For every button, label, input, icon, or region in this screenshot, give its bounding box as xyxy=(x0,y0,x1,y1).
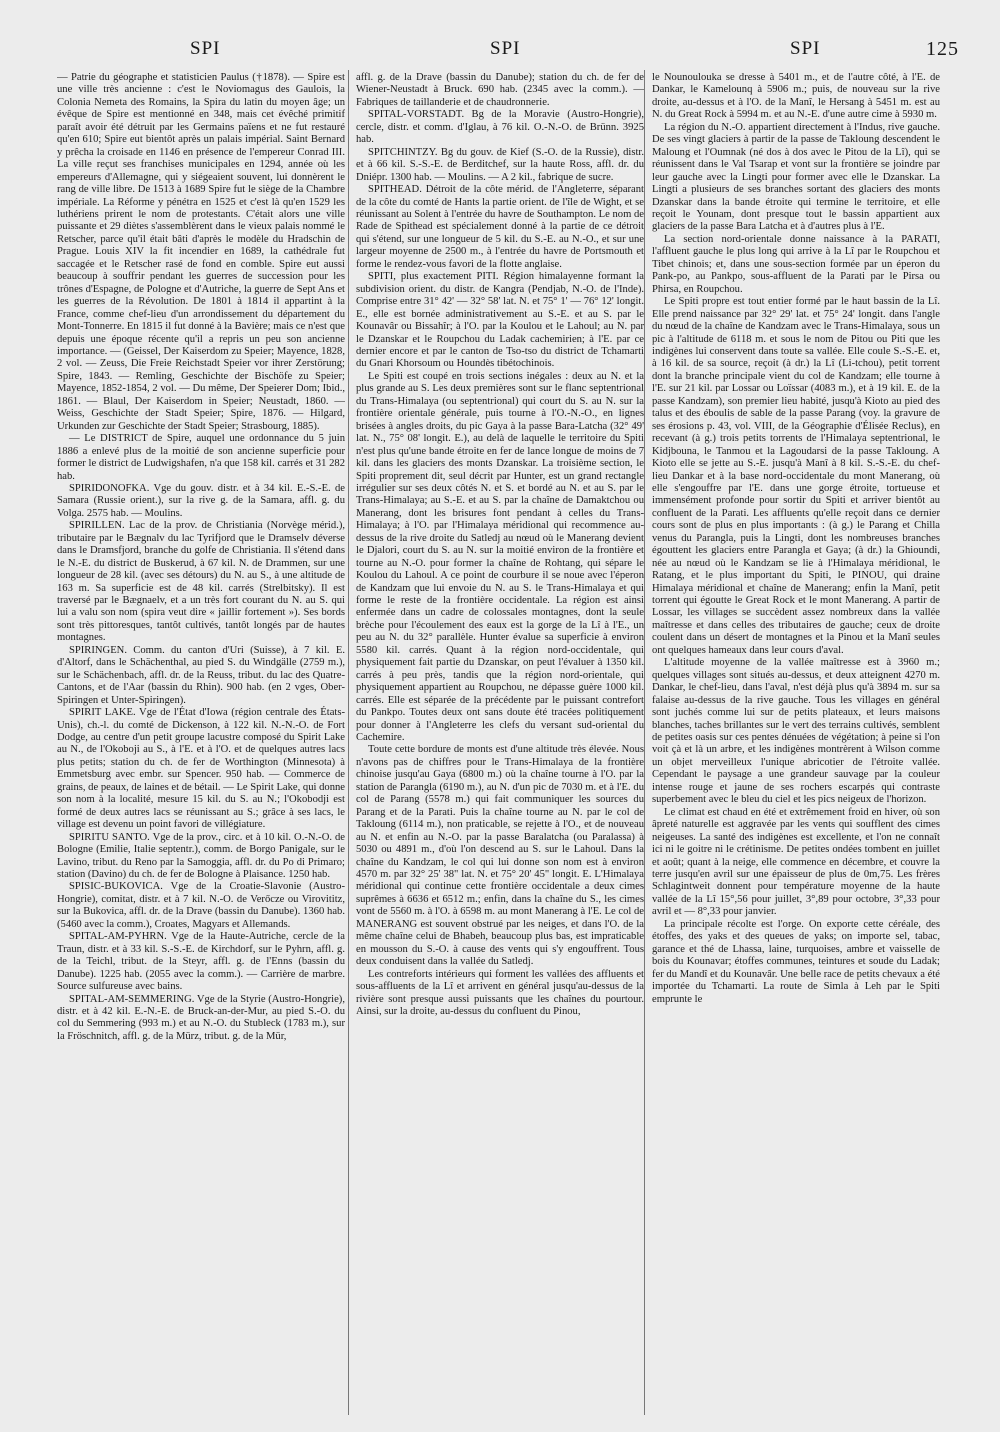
paragraph: La principale récolte est l'orge. On exporte cette céréale, des étoffes, des yaks et des queues de yaks; on importe sel, tabac, garance et thé de Lhassa, laine, turquoises, ambre et vaisselle de bois du Kounavar; étoffes communes, teintures et soude du Ladak; fer du Mandî et du Kounavâr. Une belle race de petits chevaux a été importée du Tchamarti. La route de Simla à Leh par le Spiti emprunte le xyxy=(652,918,940,1005)
paragraph: SPITHEAD. Détroit de la côte mérid. de l'Angleterre, séparant de la côte du comté de Hants la partie orient. de l'île de Wight, et se réunissant au Solent à l'entrée du havre de Southampton. Le nom de Rade de Spithead est spécialement donné à la partie de ce détroit qui s'étend, sur une longueur de 5 kil. du S.-E. au N.-O., et sur une largeur moyenne de 2500 m., à l'entrée du havre de Portsmouth et forme le rendez-vous favori de la flotte anglaise. xyxy=(356,184,644,270)
paragraph: SPIRITU SANTO. Vge de la prov., circ. et à 10 kil. O.-N.-O. de Bologne (Emilie, Italie septentr.), comm. de Borgo Panigale, sur le Lavino, tribut. du Reno par la Samoggia, affl. dr. du Po di Primaro; station (Davino) du ch. de fer de Bologne à Plaisance. 1250 hab. xyxy=(57,831,345,880)
paragraph: SPITCHINTZY. Bg du gouv. de Kief (S.-O. de la Russie), distr. et à 66 kil. S.-S.-E. de Berditchef, sur la haute Ross, affl. dr. du Dniépr. 1300 hab. — Moulins. — A 2 kil., fabrique de sucre. xyxy=(356,146,644,183)
paragraph: SPITI, plus exactement PITI. Région himalayenne formant la subdivision orient. du distr. de Kangra (Pendjab, N.-O. de l'Inde). Comprise entre 31° 42' — 32° 58' lat. N. et 75° 1' — 76° 12' longit. E., elle est bornée administrativement au S.-E. et au S. par le Kounavâr ou Bissahîr; à l'O. par la Koulou et le Lahoul; au N. par le Dzanskar et le Roupchou du Ladak cachemirien; à l'E. par ce dernier encore et par le canton de Tso-tso du district de Tchamarti du Gnari Khorsoum ou Houndès tibétochinois. xyxy=(356,271,644,370)
paragraph: SPIRIT LAKE. Vge de l'État d'Iowa (région centrale des États-Unis), ch.-l. du comté de Dickenson, à 122 kil. N.-N.-O. de Fort Dodge, au centre d'un petit groupe lacustre composé du Spirit Lake au N., de l'Okoboji au S., à l'E. et à l'O. et de quelques autres lacs plus petits; station du ch. de fer de Worthington (Minnesota) à Emmetsburg avec embr. sur Spencer. 950 hab. — Commerce de grains, de peaux, de laines et de bétail. — Le Spirit Lake, qui donne son nom à la localité, mesure 15 kil. du S. au N.; l'Okobodji est formé de deux autres lacs se réunissant au S.; grâce à ses lacs, le village est devenu un point favori de villégiature. xyxy=(57,707,345,831)
paragraph: SPIRINGEN. Comm. du canton d'Uri (Suisse), à 7 kil. E. d'Altorf, dans le Schächenthal, au pied S. du Windgälle (2759 m.), sur le Schächenbach, affl. dr. de la Reuss, tribut. du lac des Quatre-Cantons, et de l'Aar (bassin du Rhin). 900 hab. (en 2 vges, Ober-Spiringen et Unter-Spiringen). xyxy=(57,644,345,706)
paragraph: La région du N.-O. appartient directement à l'Indus, rive gauche. De ses vingt glaciers à partir de la passe de Takloung descendent le Maloung et l'Oumnak (né dos à dos avec le Pitou de la Lî), qui se réunissent dans le Val Tsarap et vont sur la frontière se joindre par leur gauche avec la Lingti pour former avec elle le Dzanskar. La Lingti a plusieurs de ses branches sortant des glaciers des monts Dzanskar dans la bande étroite qui termine le territoire, et elle reçoit le Younam, dont presque tout le bassin appartient aux glaciers de la passe Bara Latcha et à d'autres plus à l'E. xyxy=(652,121,940,233)
page-number: 125 xyxy=(926,38,959,60)
paragraph: Le Spiti est coupé en trois sections inégales : deux au N. et la plus grande au S. Les deux premières sont sur le flanc septentrional du Trans-Himalaya (ou septentrional) qui court du S. au N. sur la frontière orientale générale, puis tourne à l'O.-N.-O., en lignes brisées à angles droits, du pic Gaya à la passe Bara-Latcha (32° 49' lat. N., 75° 08' longit. E.), au delà de laquelle le territoire du Spiti n'est plus qu'une bande étroite en fer de lance longue de moins de 7 kil. dans les glaciers des monts Dzanskar. La troisième section, le Spiti proprement dit, seul décrit par Hunter, est un grand rectangle irrégulier sur ses deux côtés N. et S. et bordé au N. et au S. par le Trans-Himalaya; au S.-E. et au S. par la chaîne de Damaktchou ou Manerang, dont les brisures font pendant à celles du Trans-Himalaya; à l'O. par l'Himalaya méridional qui recommence au-dessus de la rive droite du Satledj au nœud où le Manerang devient le Djalori, court du S. au N. sur la moitié environ de la frontière et tourne au N.-O. pour former la chaîne de Rohtang, qui sépare le Koulou du Lahoul. A ce point de courbure il se noue avec l'éperon de Kandzam que lui envoie du N. au S. le Trans-Himalaya et qui forme le reste de la frontière occidentale. La région est ainsi enfermée dans un cadre de colossales montagnes, dont la seule brèche pour l'écoulement des eaux est la gorge de la Lî à l'E., un peu au N. du 32° parallèle. Hunter évalue sa superficie à environ 5580 kil. carrés. Quant à la région nord-occidentale, qui physiquement fait partie du Dzanskar, on peut l'évaluer à 1350 kil. carrés à peu près, tandis que la région nord-orientale, qui physiquement appartient au Roupchou, ne dépasse guère 1000 kil. carrés. Elle est séparée de la précédente par le puissant contrefort du Pankpo. Toutes deux ont sans doute été tracées politiquement pour donner à l'Angleterre les clefs du versant sud-oriental du Cachemire. xyxy=(356,370,644,744)
paragraph: Le climat est chaud en été et extrêmement froid en hiver, où son âpreté naturelle est aggravée par les vents qui soufflent des cimes neigeuses. La santé des indigènes est excellente, et l'on ne connaît ici ni le goitre ni le crétinisme. De petites ondées tombent en juillet et août; quant à la neige, elle commence en décembre, et couvre la terre jusqu'en avril sur une épaisseur de plus de 0m,75. Les frères Schlagintweit donnent pour température moyenne de la haute vallée de la Lî 15°,56 pour juillet, 3°,89 pour octobre, 3°,33 pour avril et — 8°,33 pour janvier. xyxy=(652,806,940,918)
paragraph: SPIRIDONOFKA. Vge du gouv. distr. et à 34 kil. E.-S.-E. de Samara (Russie orient.), sur la rive g. de la Samara, affl. g. du Volga. 2575 hab. — Moulins. xyxy=(57,482,345,519)
text-column-center xyxy=(356,72,644,1422)
paragraph: le Nounoulouka se dresse à 5401 m., et de l'autre côté, à l'E. de Dankar, le Kamelounq à 5906 m.; puis, de nouveau sur la rive droite, au-dessus et à l'O. de la Manî, le Hersang à 5451 m. est au N. du Great Rock à 5994 m. et au N.-E. d'une autre cime à 5930 m. xyxy=(652,72,940,121)
column-divider xyxy=(644,70,645,1415)
running-head-left: SPI xyxy=(190,38,221,59)
column-divider xyxy=(348,70,349,1415)
paragraph: — Patrie du géographe et statisticien Paulus (†1878). — Spire est une ville très ancienne : c'est le Noviomagus des Gaulois, la Colonia Nemeta des Romains, la Spira du latin du moyen âge; un évêque de Spire est mentionné en 348, mais cet évêché primitif paraît avoir été détruit par les Germains païens et ne fut restauré qu'en 610; Spire eut bientôt après un palais impérial. Saint Bernard y prêcha la croisade en 1146 en présence de l'empereur Conrad III. La ville reçut ses franchises municipales en 1294, année où les empereurs d'Allemagne, qui y siégeaient souvent, lui donnèrent le rang de ville libre. De 1513 à 1689 Spire fut le siège de la Chambre impériale. La Réforme y pénétra en 1525 et c'est là qu'en 1529 les luthériens prirent le nom de protestants. C'était alors une ville puissante et 29 diètes s'assemblèrent dans le vieux palais nommé le Retscher, parce qu'il était bâti d'après le modèle du Hradschin de Prague. Louis XIV la fit incendier en 1689, la cathédrale fut saccagée et le Retscher rasé de fond en comble. Spire eut aussi beaucoup à souffrir pendant les guerres de succession pour les trônes d'Espagne, de Pologne et d'Autriche, la guerre de Sept Ans et les guerres de la Révolution. De 1801 à 1814 il appartint à la France, comme chef-lieu d'un arrondissement du département du Mont-Tonnerre. En 1815 il fut donné à la Bavière; mais ce n'est que depuis une époque récente qu'il a repris un peu son ancienne importance. — (Geissel, Der Kaiserdom zu Speier; Mayence, 1828, 2 vol. — Zeuss, Die Freie Reichstadt Speier vor ihrer Zerstörung; Spire, 1843. — Remling, Geschichte der Bischöfe zu Speier; Mayence, 1852-1854, 2 vol. — Du même, Der Speierer Dom; Ibid., 1861. — Blaul, Der Kaiserdom in Speier; Neustadt, 1860. — Weiss, Geschichte der Stadt Speier; Spire, 1876. — Hilgard, Urkunden zur Geschichte der Stadt Speier; Strasbourg, 1885). xyxy=(57,72,345,432)
paragraph: SPISIC-BUKOVICA. Vge de la Croatie-Slavonie (Austro-Hongrie), comitat, distr. et à 7 kil. N.-O. de Verőcze ou Virovititz, sur la Bukovica, affl. dr. de la Drave (bassin du Danube). 1360 hab. (5460 avec la comm.), Croates, Magyars et Allemands. xyxy=(57,881,345,930)
paragraph: SPITAL-AM-PYHRN. Vge de la Haute-Autriche, cercle de la Traun, distr. et à 33 kil. S.-S.-E. de Kirchdorf, sur le Pyhrn, affl. g. de la Teichl, tribut. de la Steyr, affl. g. de l'Enns (bassin du Danube). 1225 hab. (2055 avec la comm.). — Carrière de marbre. Source sulfureuse avec bains. xyxy=(57,931,345,993)
text-column-left xyxy=(57,72,345,1422)
paragraph: La section nord-orientale donne naissance à la PARATI, l'affluent gauche le plus long qui arrive à la Lî par le Roupchou et Tibet chinois; et, dans une sous-section formée par un éperon du Pank-po, au Pankpo, sous-affluent de la Parati par le Pirsa ou Phirsa, en Roupchou. xyxy=(652,233,940,295)
paragraph: Le Spiti propre est tout entier formé par le haut bassin de la Lî. Elle prend naissance par 32° 29' lat. et 75° 24' longit. dans l'angle du nœud de la chaîne de Kandzam avec le Trans-Himalaya, sous un pic à l'altitude de 6118 m. et sous le nom de Pitou ou Piti que les indigènes lui conservent dans toute sa vallée. Elle coule S.-S.-E. et, à 16 kil. de sa source, reçoit (à dr.) la Lî (Li-tchou), petit torrent dont la branche principale vient du col de Kandzam; elle tourne à l'E. sur 21 kil. par Lossar ou Loïssar (4083 m.), et à 19 kil. E. de la passe Kandzam), son premier lieu habité, jusqu'à Kioto au pied des talus et des éboulis de sable de la passe Parang (voy. la gravure de ses érosions p. 43, vol. VIII, de la Géographie d'Élisée Reclus), en recevant (à g.) trois petits torrents de l'Himalaya septentrional, le Kidjbouna, le Tanmou et la Lagoudarsi de la passe Takloung. A Kioto elle se jette au S.-E. jusqu'à Manî à 8 kil. S.-S.-E. du chef-lieu Dankar et à la base nord-occidentale du mont Manerang, où elle s'engouffre par l'E. dans une gorge étroite, tortueuse et immensément profonde pour sortir du Spiti et arriver bientôt au confluent de la Parati. Les affluents qu'elle reçoit dans ce dernier cours sont de plus en plus importants : (à g.) le Parang et Chilla venus du Parangla, puis la Lingti, dont les nombreuses branches égouttent les glaciers entre Parangla et Gaya; (à dr.) la Ghioundi, née au nœud où le Kandzam se lie à l'Himalaya méridional, le Ratang, et le plus important du Spiti, le PINOU, qui draine Himalaya méridional et chaîne de Manerang; enfin la Manî, petit torrent qui égoutte le Great Rock et le mont Manerang. A partir de Lossar, les villages se succèdent assez nombreux dans la vallée maîtresse et dans celles des tributaires de gauche; ceux de droite coulent dans un désert de montagnes et la Pinou et la Manî seules ont quelques hameaux dans leur cours d'aval. xyxy=(652,296,940,656)
paragraph: Toute cette bordure de monts est d'une altitude très élevée. Nous n'avons pas de chiffres pour le Trans-Himalaya de la frontière chinoise jusqu'au Gaya (6800 m.) où la chaîne tourne à l'O. par la station de Parangla (6190 m.), au N. d'un pic de 7030 m. et à l'E. du col de Parang (5578 m.) qui fait communiquer les sources du Parang et de la Parati. Puis la chaîne tourne au N. par le col de Takloung (6114 m.), non praticable, se rejette à l'O., et de nouveau au N. et enfin au N.-O. par la passe Baralatcha (ou Paralassa) à 5030 ou 4891 m., d'où l'on descend au S. sur le Lahoul. Dans la chaîne du Kandzam, le col qui lui donne son nom est à environ 4570 m. par 32° 25' 38" lat. N. et 75° 20' 45" longit. E. L'Himalaya méridional qui continue cette frontière occidentale a deux cimes suprêmes à 6636 et 6512 m.; enfin, dans la chaîne du S., les cimes vont de 5560 m. à l'O. à 6598 m. au mont Manerang à l'E. Le col de MANERANG est souvent obstrué par les neiges, et dans l'O. de la même chaîne celui de Bhabeh, beaucoup plus bas, est impraticable en mousson du S.-O. à cause des vents qui s'y engouffrent. Tous deux conduisent dans la vallée du Satledj. xyxy=(356,744,644,968)
running-head-center: SPI xyxy=(490,38,521,59)
text-column-right xyxy=(652,72,940,1422)
paragraph: SPITAL-VORSTADT. Bg de la Moravie (Austro-Hongrie), cercle, distr. et comm. d'Iglau, à 76 kil. O.-N.-O. de Brünn. 3925 hab. xyxy=(356,109,644,146)
paragraph: affl. g. de la Drave (bassin du Danube); station du ch. de fer de Wiener-Neustadt à Bruck. 690 hab. (2345 avec la comm.). — Fabriques de taillanderie et de chaudronnerie. xyxy=(356,72,644,108)
paragraph: SPITAL-AM-SEMMERING. Vge de la Styrie (Austro-Hongrie), distr. et à 42 kil. E.-N.-E. de Bruck-an-der-Mur, au pied S.-O. du col du Semmering (993 m.) et au N.-O. du Stubleck (1783 m.), sur la Fröschnitch, affl. g. de la Mürz, tribut. g. de la Mür, xyxy=(57,993,345,1042)
paragraph: Les contreforts intérieurs qui forment les vallées des affluents et sous-affluents de la Lî et arrivent en général jusqu'au-dessus de la rivière sont presque aussi puissants que les chaînes du pourtour. Ainsi, sur la droite, au-dessus du confluent du Pinou, xyxy=(356,968,644,1017)
paragraph: — Le DISTRICT de Spire, auquel une ordonnance du 5 juin 1886 a enlevé plus de la moitié de son ancienne superficie pour former le district de Ludwigshafen, n'a que 158 kil. carrés et 31 282 hab. xyxy=(57,433,345,482)
paragraph: SPIRILLEN. Lac de la prov. de Christiania (Norvège mérid.), tributaire par le Bægnalv du lac Tyrifjord que le Dramselv déverse dans le Dramsfjord, branche du golfe de Christiania. Il s'étend dans le N.-E. du district de Buskerud, à 67 kil. N. de Drammen, sur une longueur de 28 kil. (avec ses détours) du N. au S., à une altitude de 163 m. Sa superficie est de 48 kil. carrés (Strelbitsky). Il est traversé par le Bægnaelv, et a un très fort courant du N. au S. qui lui a valu son nom (spira veut dire « jaillir fortement »). Ses bords sont très pittoresques, tantôt cultivés, tantôt longés par de hautes montagnes. xyxy=(57,520,345,644)
running-head-right: SPI xyxy=(790,38,821,59)
paragraph: L'altitude moyenne de la vallée maîtresse est à 3960 m.; quelques villages sont situés au-dessus, et deux atteignent 4270 m. Dankar, le chef-lieu, dans l'aval, n'est déjà plus qu'à 3894 m. sur sa falaise au-dessus de la rive gauche. Tous les villages en général sont juchés comme lui sur de petits plateaux, et leurs maisons blanches, taches brillantes sur le vert des terrains cultivés, semblent de petites oasis sur ces pentes dénuées de végétation; à peine si l'on voit çà et là un arbre, et les indigènes montrèrent à Wilson comme un objet merveilleux l'unique abricotier de l'étroite vallée. Cependant le paysage a une grandeur sauvage par la couleur intense rouge et jaune de ses rochers escarpés qui contraste superbement avec le bleu du ciel et les pics neigeux de l'horizon. xyxy=(652,657,940,806)
